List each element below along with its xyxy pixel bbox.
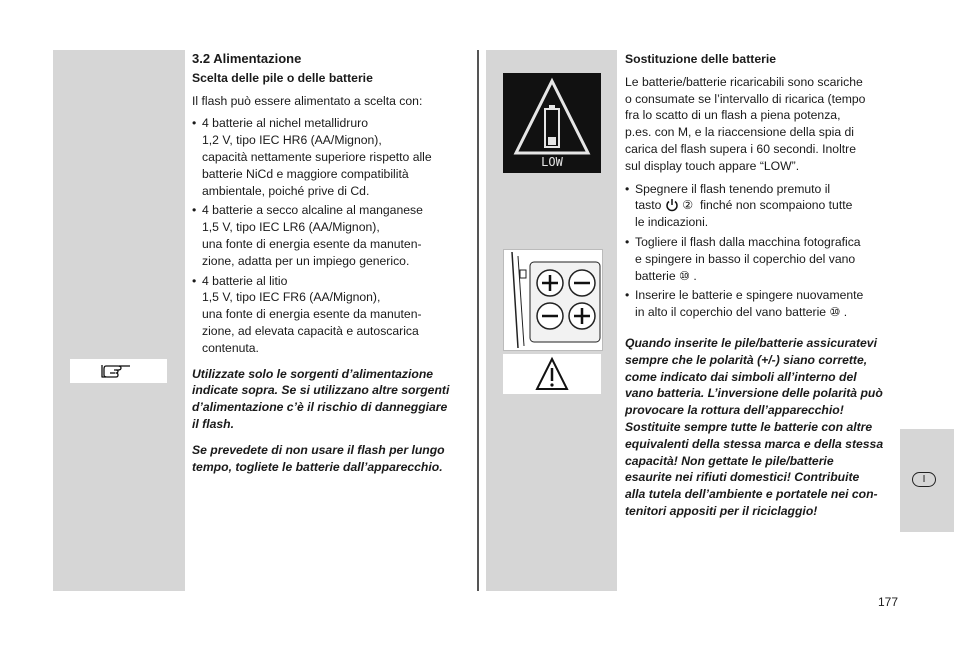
- low-battery-display: [503, 73, 601, 173]
- list-item: • 4 batterie al litio 1,5 V, tipo IEC FR6 (AA/Mignon), una fonte di energia esente da manuten- zione, ad elevata capacità e autoscarica contenuta.: [192, 273, 472, 357]
- language-tab-label: I: [912, 472, 936, 487]
- low-label: LOW: [541, 155, 563, 169]
- caution-triangle-icon: [503, 354, 601, 394]
- note-sources: Utilizzate solo le sorgenti d’alimentazione indicate sopra. Se si utilizzano altre sorgenti d’alimentazione c’è il rischio di danneggiare il flash.: [192, 366, 450, 431]
- list-item: • Spegnere il flash tenendo premuto il tasto ② finché non scompaiono tutte le indicazioni.: [625, 181, 897, 231]
- note-box: [70, 359, 167, 383]
- caution-box: [503, 354, 601, 394]
- note-storage: Se prevedete di non usare il flash per lungo tempo, togliete le batterie dall’apparecchio.: [192, 442, 445, 474]
- steps-list: [625, 181, 897, 321]
- battery-options-list: [192, 115, 472, 356]
- page-number: 177: [878, 595, 899, 609]
- list-item: • Inserire le batterie e spingere nuovamente in alto il coperchio del vano batterie ⑩ .: [625, 287, 897, 321]
- column-divider: [477, 50, 479, 591]
- list-item: • 4 batterie al nichel metallidruro 1,2 V, tipo IEC HR6 (AA/Mignon), capacità nettamente superiore rispetto alle batterie NiCd e maggiore compatibilità ambientale, poiché prive di Cd.: [192, 115, 472, 199]
- section-title: 3.2 Alimentazione: [192, 51, 302, 66]
- subtitle: Sostituzione delle batterie: [625, 52, 777, 66]
- battery-compartment-illustration: [503, 249, 603, 351]
- subtitle: Scelta delle pile o delle batterie: [192, 70, 373, 85]
- list-item: • 4 batterie a secco alcaline al manganese 1,5 V, tipo IEC LR6 (AA/Mignon), una fonte di energia esente da manuten- zione, adatta per un impiego generico.: [192, 202, 472, 269]
- left-column: [192, 51, 472, 475]
- intro-text: Il flash può essere alimentato a scelta con:: [192, 93, 423, 108]
- polarity-warning: Quando inserite le pile/batterie assicuratevi sempre che le polarità (+/-) siano corrette, come indicato dai simboli all’interno del vano batteria. L’inversione delle polarità può provocare la rottura dell’apparecchio! Sostituite sempre tutte le batterie con altre equivalenti della stessa marca e della stessa capacità! Non gettate le pile/batterie esaurite nei rifiuti domestici! Contribuite alla tutela dell’ambiente e portatele nei con- tenitori appositi per il riciclaggio!: [625, 335, 884, 518]
- power-icon: [665, 198, 679, 212]
- pointing-hand-icon: [70, 359, 167, 383]
- right-column: [625, 51, 897, 520]
- left-gray-band: [53, 50, 185, 591]
- list-item: • Togliere il flash dalla macchina fotografica e spingere in basso il coperchio del vano batterie ⑩ .: [625, 234, 897, 284]
- intro-text: Le batterie/batterie ricaricabili sono scariche o consumate se l’intervallo di ricarica (tempo fra lo scatto di un flash a piena potenza, p.es. con M, e la riaccensione della spia di carica del flash supera i 60 secondi. Inoltre sul display touch appare “LOW”.: [625, 74, 866, 173]
